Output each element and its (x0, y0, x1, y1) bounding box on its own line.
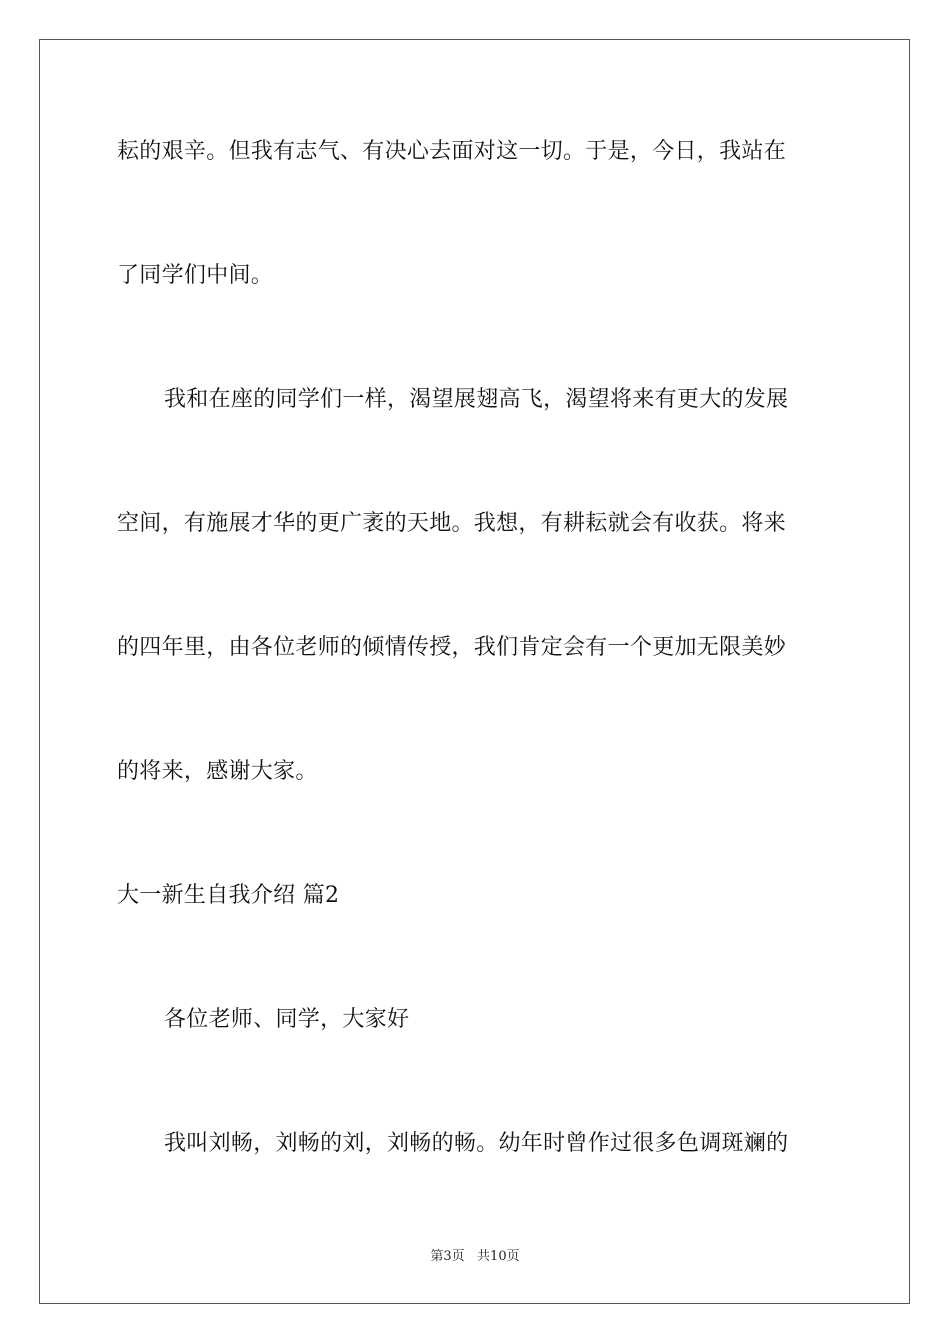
section-heading: 大一新生自我介绍 篇2 (117, 883, 340, 908)
page-number-footer: 第3页 共10页 (430, 1249, 520, 1264)
paragraph-line: 各位老师、同学，大家好 (164, 1007, 410, 1032)
paragraph-line: 我和在座的同学们一样，渴望展翅高飞，渴望将来有更大的发展 (164, 387, 789, 412)
paragraph-line: 我叫刘畅，刘畅的刘，刘畅的畅。幼年时曾作过很多色调斑斓的 (164, 1131, 789, 1156)
paragraph-line: 的四年里，由各位老师的倾情传授，我们肯定会有一个更加无限美妙 (117, 635, 787, 660)
paragraph-line: 耘的艰辛。但我有志气、有决心去面对这一切。于是，今日，我站在 (117, 139, 787, 164)
paragraph-line: 了同学们中间。 (117, 263, 274, 288)
page-border (39, 39, 910, 1304)
paragraph-line: 的将来，感谢大家。 (117, 759, 318, 784)
paragraph-line: 空间，有施展才华的更广袤的天地。我想，有耕耘就会有收获。将来 (117, 511, 787, 536)
